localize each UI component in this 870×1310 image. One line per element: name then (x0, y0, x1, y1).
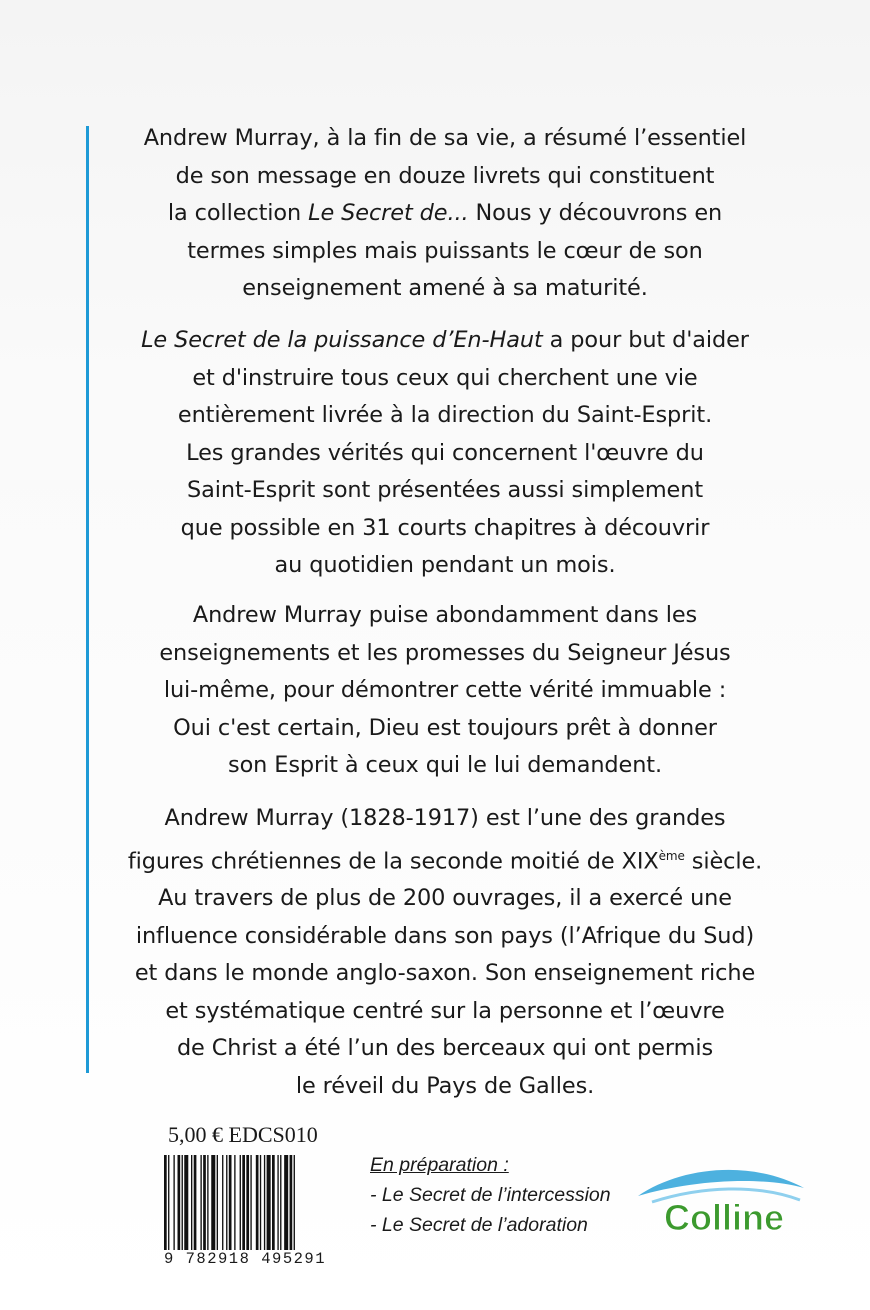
barcode-bar (217, 1155, 218, 1260)
text-line: et systématique centré sur la personne et l’œuvre (165, 997, 725, 1024)
barcode-bar (173, 1155, 174, 1260)
preparation-list (370, 1150, 611, 1240)
barcode-bar (242, 1155, 245, 1260)
text-line: Andrew Murray puise abondamment dans les (192, 602, 698, 628)
barcode-bar (168, 1155, 169, 1260)
text-line: Andrew Murray, à la fin de sa vie, a résumé l’essentiel (143, 125, 747, 151)
accent-bar (86, 126, 89, 1073)
text-line: de son message en douze livrets qui constituent (175, 162, 715, 189)
collection-title: Le Secret de... (308, 200, 469, 226)
barcode-bar (182, 1155, 183, 1260)
text-line: que possible en 31 courts chapitres à découvrir (180, 514, 710, 541)
barcode-bar (211, 1155, 215, 1260)
barcode-bar (240, 1155, 241, 1260)
text-span: siècle. (684, 847, 763, 874)
text-span: Nous y découvrons en (468, 200, 723, 226)
barcode-bar (250, 1155, 251, 1260)
barcode-bar (284, 1155, 288, 1260)
barcode-bar (267, 1155, 271, 1260)
text-line (110, 322, 780, 360)
barcode-bar (280, 1155, 281, 1260)
barcode-bar (194, 1155, 197, 1260)
text-line: son Esprit à ceux qui le lui demandent. (228, 752, 662, 778)
text-line: au quotidien pendant un mois. (274, 552, 616, 578)
barcode-bar (200, 1155, 201, 1260)
text-line: Au travers de plus de 200 ouvrages, il a exercé une (158, 885, 732, 912)
text-span: figures chrétiennes de la seconde moitié de XIX (127, 847, 659, 874)
text-line: Andrew Murray (1828-1917) est l’une des grandes (164, 805, 726, 831)
barcode-bar (294, 1155, 295, 1260)
barcode-bar (229, 1155, 232, 1260)
text-line (110, 195, 780, 233)
text-line: et dans le monde anglo-saxon. Son enseignement riche (134, 960, 756, 987)
barcode-bar (191, 1155, 192, 1260)
preparation-heading: En préparation : (370, 1154, 509, 1176)
colline-logo (632, 1158, 812, 1250)
superscript: ème (658, 848, 685, 863)
text-line: le réveil du Pays de Galles. (295, 1072, 595, 1099)
barcode-bar (260, 1155, 261, 1260)
paragraph-author-bio (110, 800, 780, 1105)
text-line: de Christ a été l’un des berceaux qui ont permis (176, 1035, 714, 1062)
text-span: a pour but d'aider (542, 327, 749, 353)
barcode (164, 1155, 340, 1260)
barcode-bar (164, 1155, 167, 1260)
text-line: et d'instruire tous ceux qui cherchent une vie (192, 364, 698, 391)
barcode-bar (256, 1155, 259, 1260)
text-line: Oui c'est certain, Dieu est toujours prêt à donner (173, 714, 717, 741)
paragraph-intro (110, 120, 780, 308)
logo-swoosh (638, 1170, 804, 1196)
price-and-code: 5,00 € EDCS010 (168, 1122, 318, 1147)
text-line: entièrement livrée à la direction du Saint-Esprit. (177, 402, 713, 428)
barcode-bar (246, 1155, 249, 1260)
text-line: enseignement amené à sa maturité. (242, 275, 648, 301)
preparation-item: - Le Secret de l’adoration (370, 1214, 588, 1236)
text-line: termes simples mais puissants le cœur de son (187, 237, 703, 264)
barcode-bar (203, 1155, 206, 1260)
preparation-item: - Le Secret de l’intercession (370, 1184, 611, 1206)
text-line (110, 838, 780, 881)
paragraph-teaching (110, 597, 780, 785)
paragraph-book (110, 322, 780, 585)
text-line: Les grandes vérités qui concernent l'œuvre du (186, 439, 704, 466)
barcode-bar (184, 1155, 188, 1260)
text-line: lui-même, pour démontrer cette vérité immuable : (163, 677, 727, 703)
barcode-bar (290, 1155, 293, 1260)
barcode-bar (277, 1155, 278, 1260)
text-line: enseignements et les promesses du Seigneur Jésus (159, 639, 731, 666)
barcode-bar (222, 1155, 223, 1260)
book-title: Le Secret de la puissance d’En-Haut (141, 327, 543, 353)
text-span: la collection (167, 200, 309, 226)
barcode-bar (272, 1155, 275, 1260)
logo-text: Colline (663, 1197, 785, 1238)
barcode-bar (178, 1155, 181, 1260)
barcode-bar (234, 1155, 235, 1260)
text-line: Saint-Esprit sont présentées aussi simplement (187, 477, 703, 503)
barcode-bar (264, 1155, 265, 1260)
isbn-digits: 9 782918 495291 (162, 1250, 350, 1268)
text-line: influence considérable dans son pays (l’Afrique du Sud) (135, 922, 755, 949)
barcode-bar (207, 1155, 208, 1260)
barcode-bar (226, 1155, 227, 1260)
